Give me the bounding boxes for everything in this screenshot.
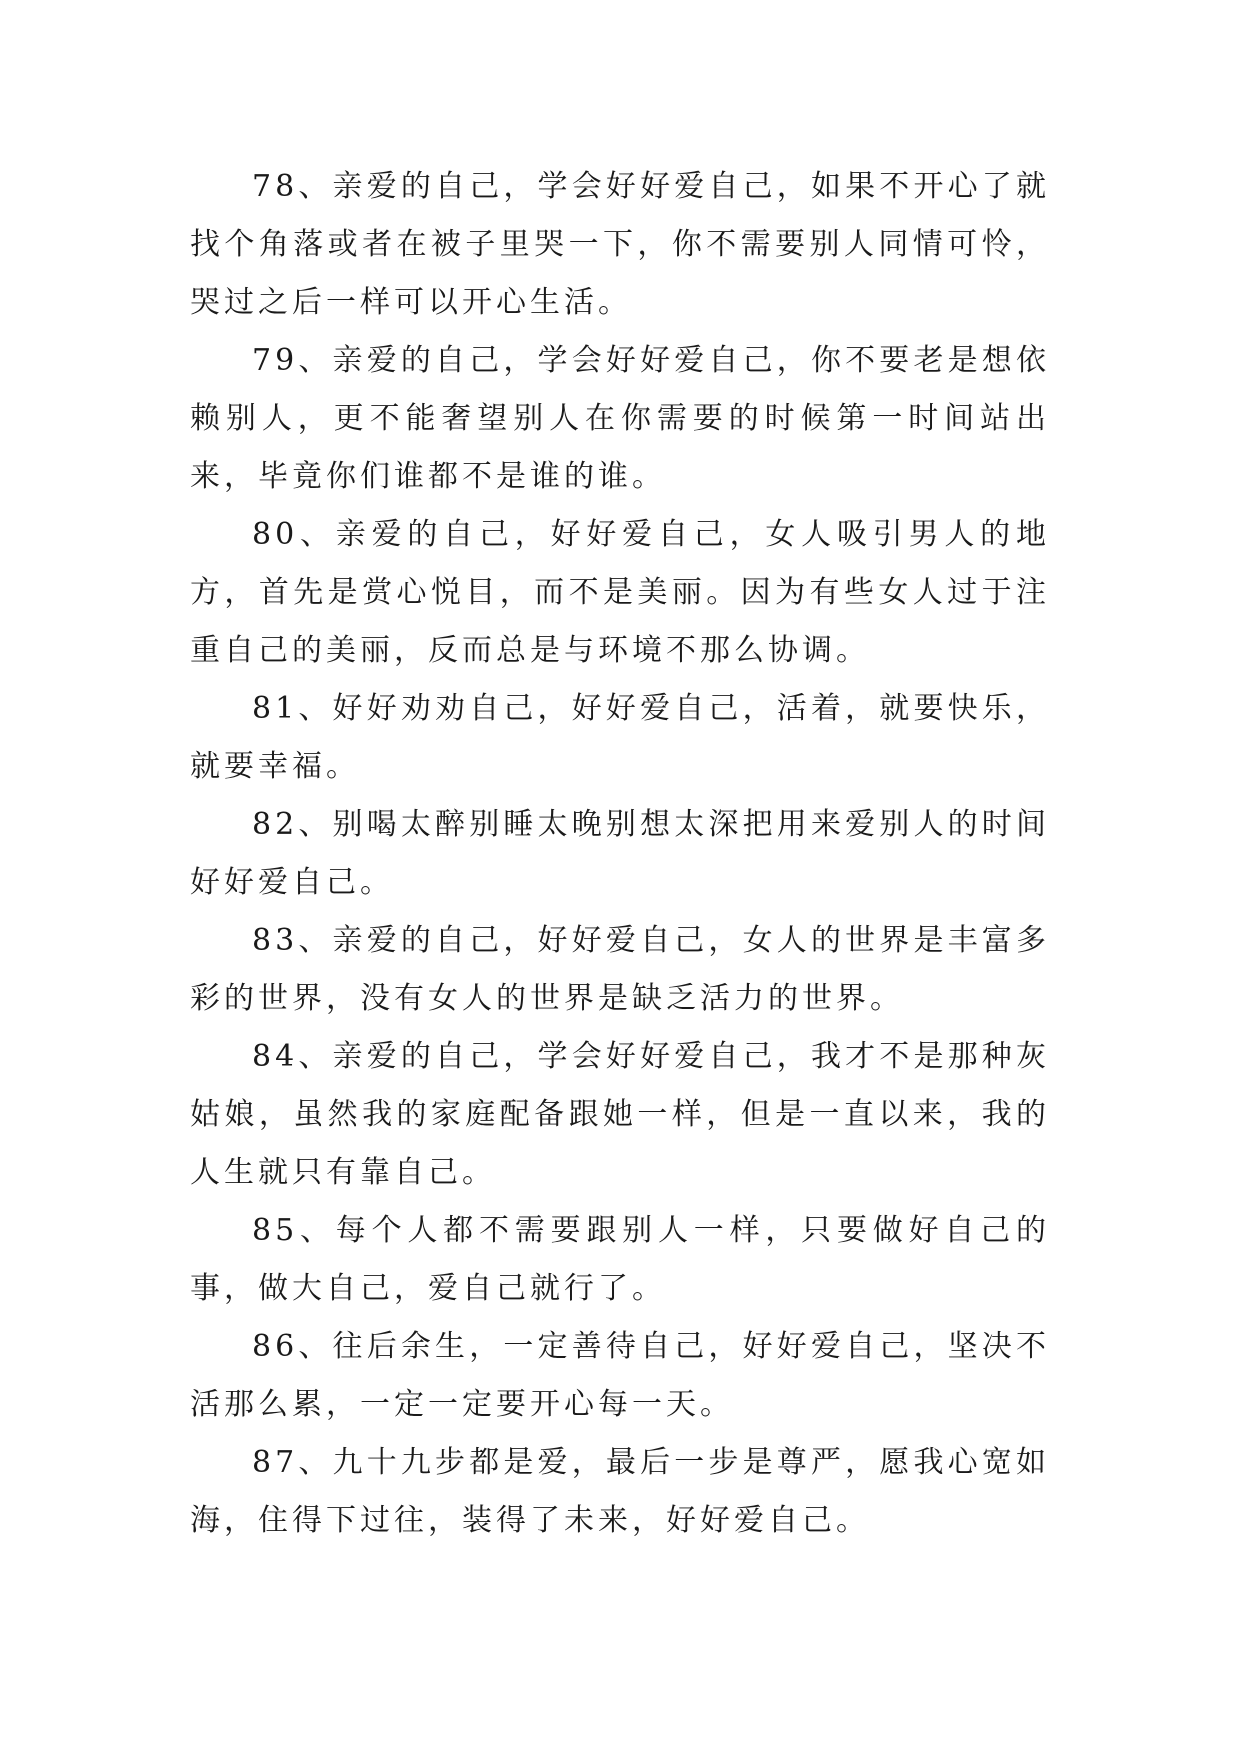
paragraph-83: 83、亲爱的自己，好好爱自己，女人的世界是丰富多彩的世界，没有女人的世界是缺乏活力的世界。 [190, 923, 1050, 1016]
paragraph-87: 87、九十九步都是爱，最后一步是尊严，愿我心宽如海，住得下过往，装得了未来，好好爱自己。 [190, 1445, 1050, 1538]
paragraph-84: 84、亲爱的自己，学会好好爱自己，我才不是那种灰姑娘，虽然我的家庭配备跟她一样，但是一直以来，我的人生就只有靠自己。 [190, 1039, 1050, 1190]
document-body [190, 158, 1050, 1550]
paragraph-78: 78、亲爱的自己，学会好好爱自己，如果不开心了就找个角落或者在被子里哭一下，你不需要别人同情可怜，哭过之后一样可以开心生活。 [190, 169, 1050, 320]
paragraph-82: 82、别喝太醉别睡太晚别想太深把用来爱别人的时间好好爱自己。 [190, 807, 1050, 900]
paragraph-85: 85、每个人都不需要跟别人一样，只要做好自己的事，做大自己，爱自己就行了。 [190, 1213, 1050, 1306]
paragraph-80: 80、亲爱的自己，好好爱自己，女人吸引男人的地方，首先是赏心悦目，而不是美丽。因为有些女人过于注重自己的美丽，反而总是与环境不那么协调。 [190, 517, 1050, 668]
paragraph-81: 81、好好劝劝自己，好好爱自己，活着，就要快乐，就要幸福。 [190, 691, 1050, 784]
paragraph-79: 79、亲爱的自己，学会好好爱自己，你不要老是想依赖别人，更不能奢望别人在你需要的时候第一时间站出来，毕竟你们谁都不是谁的谁。 [190, 343, 1050, 494]
paragraph-86: 86、往后余生，一定善待自己，好好爱自己，坚决不活那么累，一定一定要开心每一天。 [190, 1329, 1050, 1422]
